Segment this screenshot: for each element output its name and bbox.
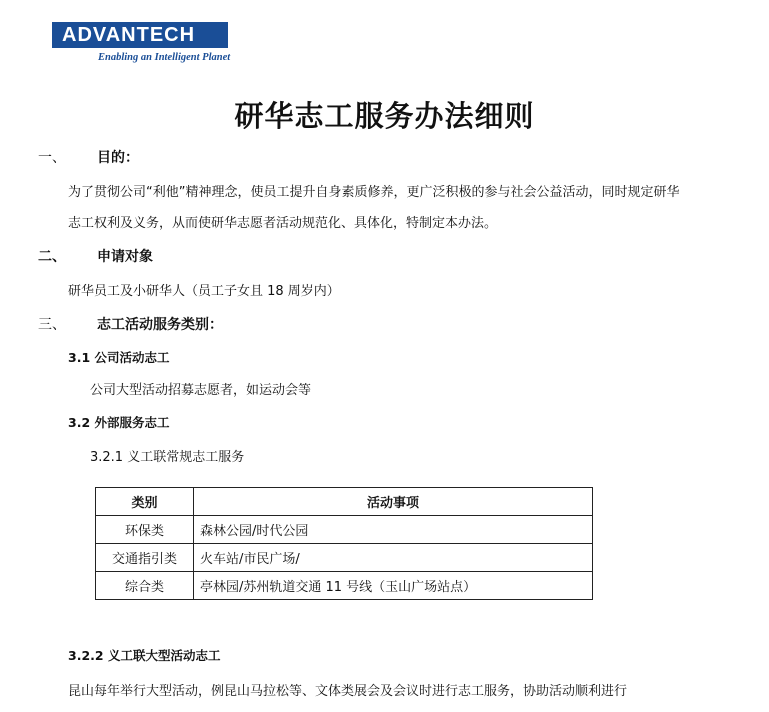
table-header-row [96,488,593,516]
subsection-3-1-text: 公司大型活动招募志愿者，如运动会等 [90,383,312,398]
table-row [96,572,593,600]
table-cell-category: 交通指引类 [96,544,194,572]
activity-table [95,487,593,600]
company-logo [52,22,231,63]
subsection-3-2-2-text: 昆山每年举行大型活动，例昆山马拉松等、文体类展会及会议时进行志工服务，协助活动顺利进行 [68,684,628,699]
table-header-category: 类别 [96,488,194,516]
subsection-3-2-heading: 3.2 外部服务志工 [68,415,170,430]
subsection-3-2-2-heading: 3.2.2 义工联大型活动志工 [68,648,221,663]
purpose-line-2: 志工权利及义务，从而使研华志愿者活动规范化、具体化，特制定本办法。 [68,216,498,231]
table-cell-activity: 亭林园/苏州轨道交通 11 号线（玉山广场站点） [194,572,593,600]
section-number: 三、 [38,317,66,333]
section-heading-purpose: 目的： [97,150,139,166]
page-title: 研华志工服务办法细则 [234,99,535,133]
table-cell-activity: 火车站/市民广场/ [194,544,593,572]
section-heading-categories: 志工活动服务类别： [97,317,223,333]
applicants-text: 研华员工及小研华人（员工子女且 18 周岁内） [68,284,340,299]
section-number: 一、 [38,150,66,166]
table-row [96,544,593,572]
table-cell-category: 综合类 [96,572,194,600]
table-header-activity: 活动事项 [194,488,593,516]
section-heading-applicants: 申请对象 [97,249,153,265]
section-number: 二、 [38,249,66,265]
table-row [96,516,593,544]
logo-tagline: Enabling an Intelligent Planet [98,52,231,63]
table-cell-category: 环保类 [96,516,194,544]
purpose-line-1: 为了贯彻公司“利他”精神理念，使员工提升自身素质修养，更广泛积极的参与社会公益活动，同时规定研华 [68,185,680,200]
logo-wordmark: ADVANTECH [52,22,228,48]
subsection-3-2-1-heading: 3.2.1 义工联常规志工服务 [90,450,245,465]
subsection-3-1-heading: 3.1 公司活动志工 [68,350,170,365]
table-cell-activity: 森林公园/时代公园 [194,516,593,544]
